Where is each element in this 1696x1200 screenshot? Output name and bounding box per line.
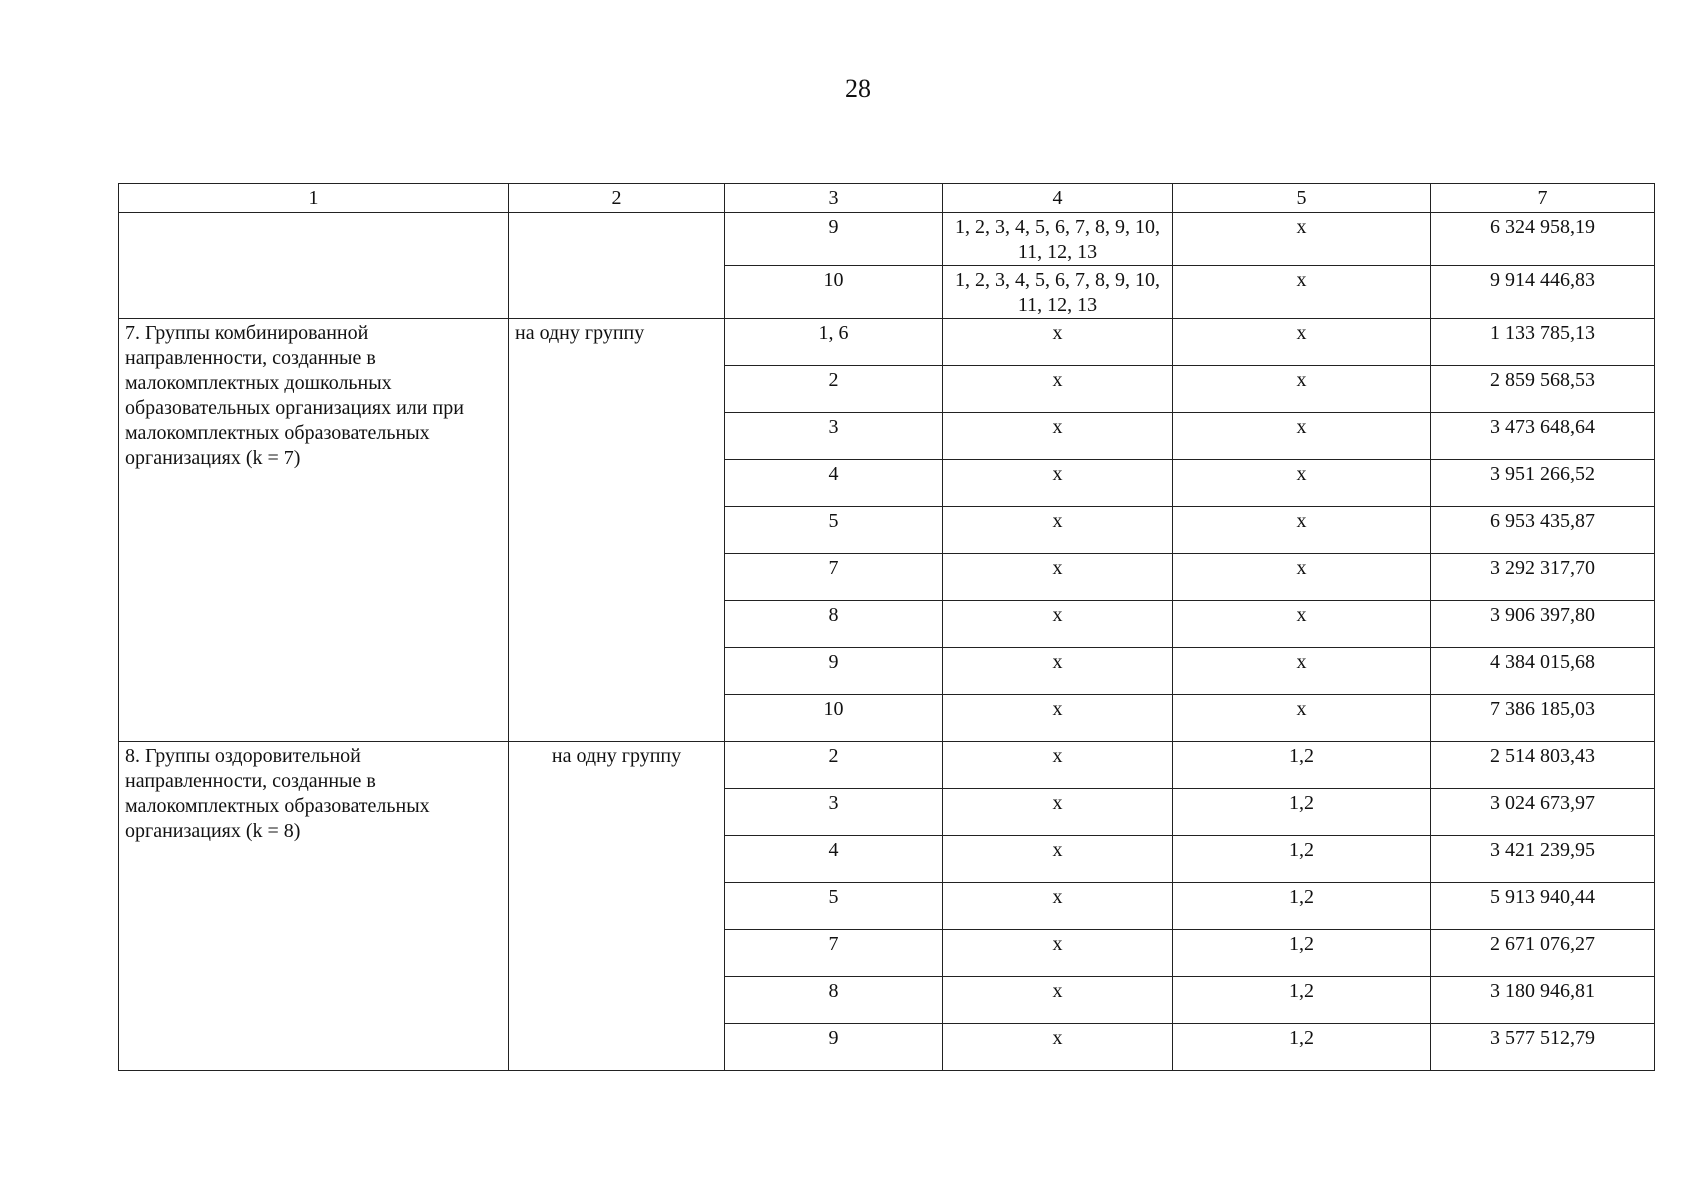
cell-col-5: x xyxy=(1173,695,1431,742)
cell-col-4: x xyxy=(943,836,1173,883)
cell-col-3: 4 xyxy=(725,460,943,507)
cell-col-7: 2 671 076,27 xyxy=(1431,930,1655,977)
cell-col-7: 9 914 446,83 xyxy=(1431,266,1655,319)
cell-col-3: 3 xyxy=(725,789,943,836)
cell-col-5: 1,2 xyxy=(1173,977,1431,1024)
header-col-7: 7 xyxy=(1431,184,1655,213)
cell-col-5: x xyxy=(1173,507,1431,554)
cell-col-3: 5 xyxy=(725,883,943,930)
cell-col-4: x xyxy=(943,554,1173,601)
cell-col-5: 1,2 xyxy=(1173,930,1431,977)
cell-col-3: 8 xyxy=(725,977,943,1024)
cell-col-5: x xyxy=(1173,213,1431,266)
table-row xyxy=(119,213,1655,266)
table-row xyxy=(119,742,1655,789)
cell-col-4: x xyxy=(943,977,1173,1024)
cell-col-4: x xyxy=(943,366,1173,413)
cell-col-5: x xyxy=(1173,460,1431,507)
cell-col-7: 3 292 317,70 xyxy=(1431,554,1655,601)
cell-col-4: x xyxy=(943,507,1173,554)
cell-col-5: 1,2 xyxy=(1173,1024,1431,1071)
cell-col-4: x xyxy=(943,695,1173,742)
cell-col-4: x xyxy=(943,930,1173,977)
cell-col-5: x xyxy=(1173,554,1431,601)
header-col-2: 2 xyxy=(509,184,725,213)
cell-col-3: 5 xyxy=(725,507,943,554)
cell-col-3: 9 xyxy=(725,1024,943,1071)
cell-col-5: x xyxy=(1173,366,1431,413)
cell-col-4: 1, 2, 3, 4, 5, 6, 7, 8, 9, 10, 11, 12, 13 xyxy=(943,266,1173,319)
cell-col-4: x xyxy=(943,319,1173,366)
cell-col-7: 7 386 185,03 xyxy=(1431,695,1655,742)
cell-col-3: 2 xyxy=(725,742,943,789)
cell-col-7: 3 473 648,64 xyxy=(1431,413,1655,460)
cell-col-5: x xyxy=(1173,413,1431,460)
header-col-5: 5 xyxy=(1173,184,1431,213)
cell-col-7: 3 024 673,97 xyxy=(1431,789,1655,836)
cell-col-5: 1,2 xyxy=(1173,836,1431,883)
cell-col-7: 2 514 803,43 xyxy=(1431,742,1655,789)
cell-col-7: 3 951 266,52 xyxy=(1431,460,1655,507)
cell-col-4: x xyxy=(943,1024,1173,1071)
cell-col-4: 1, 2, 3, 4, 5, 6, 7, 8, 9, 10, 11, 12, 13 xyxy=(943,213,1173,266)
cell-col-7: 3 577 512,79 xyxy=(1431,1024,1655,1071)
cell-col-5: x xyxy=(1173,266,1431,319)
group-8-description: 8. Группы оздоровительной направленности, созданные в малокомплектных образовательных организациях (k = 8) xyxy=(119,742,509,1071)
header-col-3: 3 xyxy=(725,184,943,213)
cell-col-5: x xyxy=(1173,648,1431,695)
cell-col-4: x xyxy=(943,648,1173,695)
cell-col-3: 4 xyxy=(725,836,943,883)
cell-col-7: 3 906 397,80 xyxy=(1431,601,1655,648)
cell-col-3: 10 xyxy=(725,266,943,319)
cell-col-3: 2 xyxy=(725,366,943,413)
cell-col-4: x xyxy=(943,601,1173,648)
header-col-4: 4 xyxy=(943,184,1173,213)
cell-col-3: 9 xyxy=(725,648,943,695)
cell-col-5: 1,2 xyxy=(1173,742,1431,789)
cell-col-7: 5 913 940,44 xyxy=(1431,883,1655,930)
group-7-unit: на одну группу xyxy=(509,319,725,742)
cell-col-5: x xyxy=(1173,319,1431,366)
cell-col-7: 3 180 946,81 xyxy=(1431,977,1655,1024)
cell-col-7: 2 859 568,53 xyxy=(1431,366,1655,413)
cell-col-4: x xyxy=(943,413,1173,460)
group-8-unit: на одну группу xyxy=(509,742,725,1071)
cell-col-7: 6 953 435,87 xyxy=(1431,507,1655,554)
cell-col-3: 3 xyxy=(725,413,943,460)
cell-col-7: 3 421 239,95 xyxy=(1431,836,1655,883)
group-7-description: 7. Группы комбинированной направленности, созданные в малокомплектных дошкольных образовательных организациях или при малокомплектных образовательных организациях (k = 7) xyxy=(119,319,509,742)
cell-col-5: 1,2 xyxy=(1173,789,1431,836)
cell-col-5: 1,2 xyxy=(1173,883,1431,930)
cell-col-3: 1, 6 xyxy=(725,319,943,366)
cell-col-3: 10 xyxy=(725,695,943,742)
cell-col-5: x xyxy=(1173,601,1431,648)
cell-col-3: 8 xyxy=(725,601,943,648)
cell-col-3: 7 xyxy=(725,930,943,977)
cell-col-4: x xyxy=(943,742,1173,789)
cell-col-3: 9 xyxy=(725,213,943,266)
table-row xyxy=(119,319,1655,366)
cell-col-7: 1 133 785,13 xyxy=(1431,319,1655,366)
page-number: 28 xyxy=(845,74,871,103)
cell-col-7: 4 384 015,68 xyxy=(1431,648,1655,695)
cell-col-7: 6 324 958,19 xyxy=(1431,213,1655,266)
empty-cell xyxy=(119,213,509,319)
empty-cell xyxy=(509,213,725,319)
cell-col-4: x xyxy=(943,883,1173,930)
cell-col-4: x xyxy=(943,460,1173,507)
cell-col-4: x xyxy=(943,789,1173,836)
tariff-table xyxy=(118,183,1655,1071)
header-row xyxy=(119,184,1655,213)
cell-col-3: 7 xyxy=(725,554,943,601)
header-col-1: 1 xyxy=(119,184,509,213)
